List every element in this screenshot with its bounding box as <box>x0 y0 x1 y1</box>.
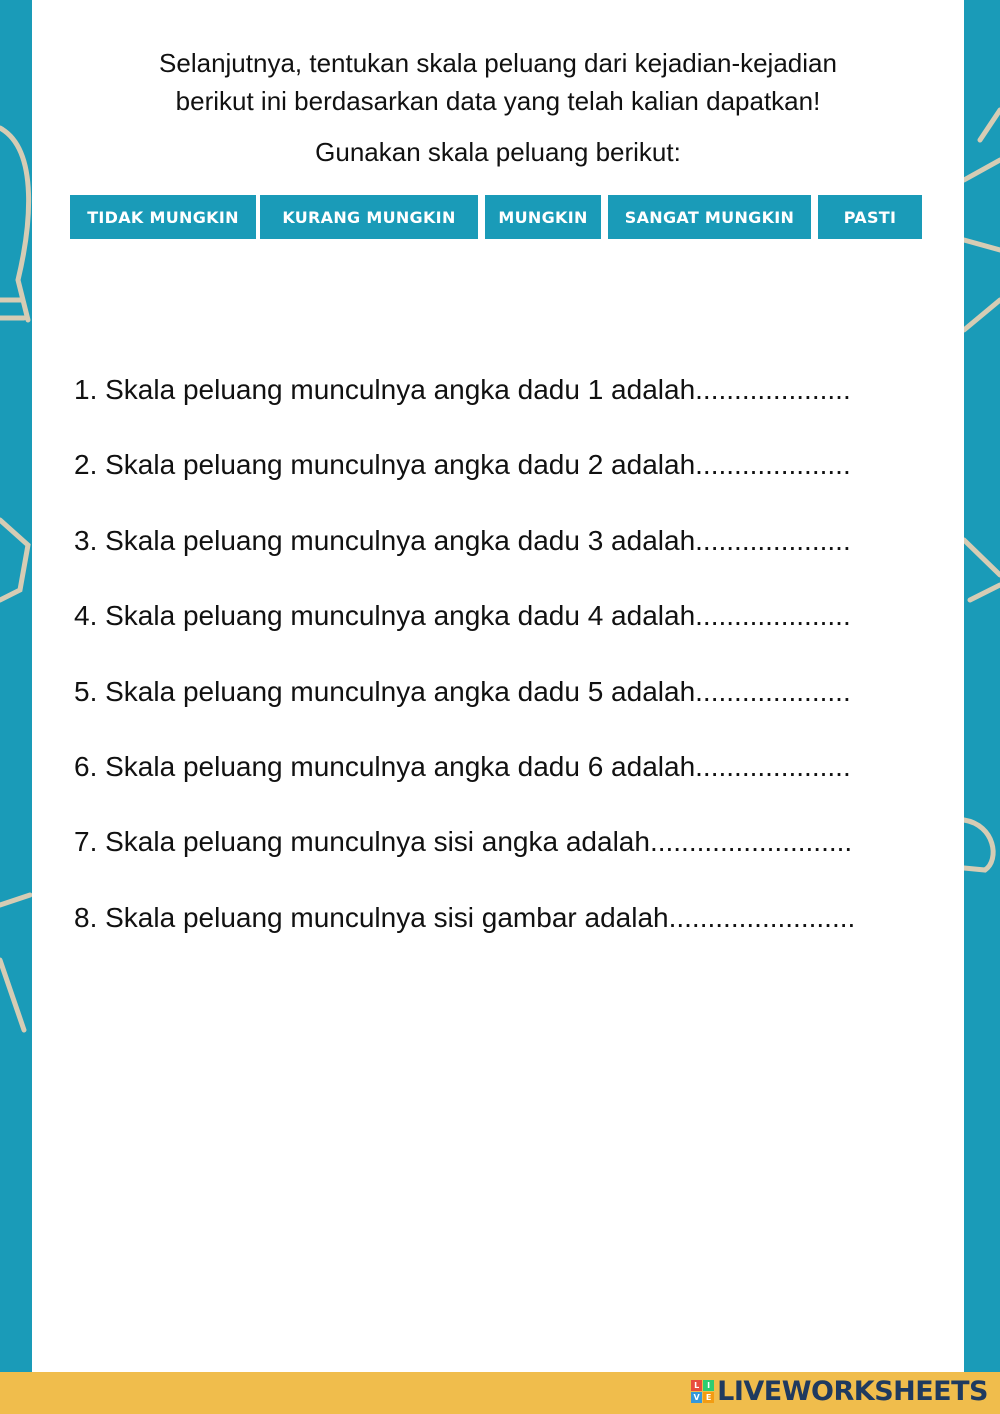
logo-letter-l: L <box>691 1380 702 1391</box>
sun-rays-doodle-right <box>964 110 1000 330</box>
question-7: 7. Skala peluang munculnya sisi angka adalah.......................... <box>74 826 853 858</box>
question-8: 8. Skala peluang munculnya sisi gambar adalah........................ <box>74 901 856 933</box>
question-3: 3. Skala peluang munculnya angka dadu 3 adalah.................... <box>74 524 851 556</box>
logo-letter-e: E <box>703 1392 714 1403</box>
lightbulb-doodle-right-bottom <box>964 820 993 870</box>
question-5: 5. Skala peluang munculnya angka dadu 5 adalah.................... <box>74 675 851 707</box>
brand-name: LIVEWORKSHEETS <box>717 1376 988 1407</box>
question-4: 4. Skala peluang munculnya angka dadu 4 adalah.................... <box>74 600 851 632</box>
question-2: 2. Skala peluang munculnya angka dadu 2 adalah.................... <box>74 449 851 481</box>
scale-label-sangat-mungkin: SANGAT MUNGKIN <box>608 195 811 239</box>
liveworksheets-logo-icon <box>691 1380 714 1403</box>
scale-label-tidak-mungkin: TIDAK MUNGKIN <box>70 195 256 239</box>
lightbulb-doodle-left-lines <box>0 300 24 318</box>
worksheet-page <box>32 0 964 1372</box>
instruction-line-2: berikut ini berdasarkan data yang telah kalian dapatkan! <box>175 86 821 116</box>
scale-subheading: Gunakan skala peluang berikut: <box>315 137 681 167</box>
question-list <box>74 370 954 973</box>
footer-bar <box>0 1372 1000 1414</box>
scale-label-mungkin: MUNGKIN <box>485 195 601 239</box>
question-1: 1. Skala peluang munculnya angka dadu 1 adalah.................... <box>74 374 851 405</box>
question-6: 6. Skala peluang munculnya angka dadu 6 adalah.................... <box>74 750 851 782</box>
logo-letter-v: V <box>691 1392 702 1403</box>
logo-letter-i: I <box>703 1380 714 1391</box>
lamp-doodle-left-bottom <box>0 895 30 1030</box>
lightbulb-doodle-left-top <box>0 128 29 320</box>
instruction-line-1: Selanjutnya, tentukan skala peluang dari kejadian-kejadian <box>159 48 837 78</box>
liveworksheets-brand[interactable] <box>691 1376 988 1407</box>
scale-label-pasti: PASTI <box>818 195 922 239</box>
lamp-doodle-left-mid <box>0 520 28 600</box>
instruction-text <box>32 44 964 120</box>
scale-label-kurang-mungkin: KURANG MUNGKIN <box>260 195 478 239</box>
lamp-doodle-right-mid <box>964 540 1000 600</box>
